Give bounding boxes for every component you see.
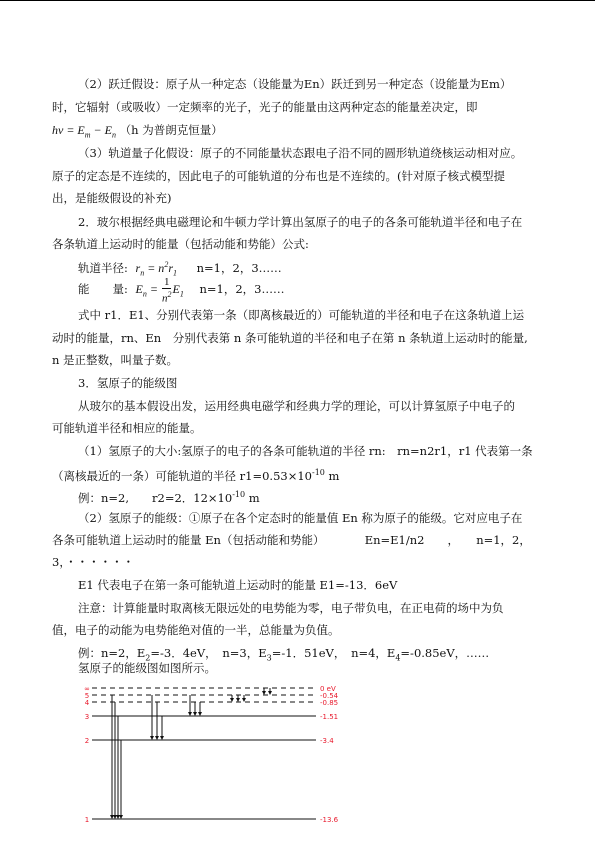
level-n-label-0: ∞ — [84, 685, 90, 693]
section3-line-2: 可能轨道半径和相应的能量。 — [52, 421, 202, 435]
energy-label: 能 量: — [78, 282, 128, 297]
e1-definition: E1 代表电子在第一条可能轨道上运动时的能量 E1=-13．6eV — [78, 578, 398, 592]
transition-line-1: （2）跃迁假设：原子从一种定态（设能量为En）跃迁到另一种定态（设能量为Em） — [78, 77, 512, 91]
transition-line-2: 时，它辐射（或吸收）一定频率的光子，光子的能量由这两种定态的能量差决定，即 — [52, 100, 478, 114]
note-line-2: 值，电子的动能为电势能绝对值的一半，总能量为负值。 — [52, 623, 340, 637]
level-n-label-1: 5 — [84, 692, 90, 700]
explain-line-3: n 是正整数，叫量子数。 — [52, 353, 179, 367]
example-e4: =-0.85eV，…… — [400, 646, 490, 660]
level-energy-label-4: -3.4 — [320, 737, 334, 745]
levels-line-2: 各条可能轨道上运动时的能量 En（包括动能和势能） En=E1/n2 ， n=1，2， — [52, 533, 531, 547]
explain-line-2: 动时的能量，rn、En 分别代表第 n 条可能轨道的半径和电子在第 n 条轨道上运动时的能量, — [52, 331, 528, 345]
sub-3: 3 — [266, 653, 272, 663]
size-line-2 — [52, 465, 339, 484]
transition-head-6 — [160, 736, 164, 740]
size-line-1: （1）氢原子的大小:氢原子的电子的各条可能轨道的半径 rn: rn=n2r1，r1 代表第一条 — [78, 444, 533, 458]
explain-line-1: 式中 r1．E1、分别代表第一条（即离核最近的）可能轨道的半径和电子在这条轨道上运 — [78, 308, 525, 322]
energy-fraction-denominator: $n^2$ — [161, 290, 172, 305]
transition-head-9 — [198, 712, 202, 716]
bohr-line-1: 2．玻尔根据经典电磁理论和牛顿力学计算出氢原子的电子的各条可能轨道半径和电子在 — [78, 215, 523, 229]
example-n2: 例：n=2，E — [78, 646, 146, 660]
transition-head-14 — [268, 691, 272, 695]
transition-head-3 — [119, 815, 123, 819]
level-energy-label-1: -0.54 — [320, 692, 339, 700]
size-line-2-unit: m — [324, 468, 340, 483]
levels-line-1: （2）氢原子的能级：①原子在各个定态时的能量值 En 称为原子的能级。它对应电子在 — [78, 511, 523, 525]
section3-heading: 3．氢原子的能级图 — [78, 376, 178, 390]
transition-head-11 — [236, 698, 240, 702]
size-line-2-text: （离核最近的一条）可能轨道的半径 r1=0.53×10 — [52, 468, 312, 483]
energy-formula-line — [78, 276, 284, 307]
size-line-2-exponent: -10 — [311, 468, 325, 477]
diagram-caption: 氢原子的能级图如图所示。 — [78, 661, 216, 675]
transition-head-10 — [230, 698, 234, 702]
transition-formula-line — [52, 122, 223, 143]
bohr-line-2: 各条轨道上运动时的能量（包括动能和势能）公式: — [52, 237, 309, 251]
level-n-label-3: 3 — [84, 713, 90, 721]
energy-fraction-numerator: 1 — [163, 276, 170, 288]
orbit-line-3: 出，是能级假设的补充) — [52, 191, 172, 205]
orbit-line-1: （3）轨道量子化假设：原子的不同能量状态跟电子沿不同的圆形轨道绕核运动相对应。 — [78, 146, 523, 160]
level-energy-label-2: -0.85 — [320, 699, 339, 707]
level-n-label-2: 4 — [84, 699, 90, 707]
energy-level-diagram — [78, 682, 358, 824]
size-example-text: 例：n=2, r2=2．12×10 — [78, 490, 233, 505]
photon-energy-formula: $h\nu = E_m - E_n$ — [52, 123, 116, 140]
sub-4: 4 — [395, 653, 401, 663]
size-example-unit: m — [245, 490, 260, 505]
size-example — [78, 487, 260, 506]
sub-2: 2 — [145, 653, 151, 663]
example-e2: =-3．4eV， n=3，E — [150, 646, 267, 660]
level-n-label-4: 2 — [84, 737, 90, 745]
level-n-label-5: 1 — [84, 816, 90, 824]
example-e3: =-1．51eV， n=4，E — [271, 646, 396, 660]
transition-head-5 — [155, 736, 159, 740]
levels-line-3: 3，・・・・・・ — [52, 555, 135, 569]
note-line-1: 注意：计算能量时取离核无限远处的电势能为零，电子带负电，在正电荷的场中为负 — [78, 601, 504, 615]
transition-head-12 — [242, 698, 246, 702]
transition-head-4 — [150, 736, 154, 740]
radius-formula: $r_n = n^2r_1$ — [135, 260, 177, 278]
level-energy-label-3: -1.51 — [320, 713, 339, 721]
energy-level-lines — [84, 685, 339, 824]
level-energy-label-5: -13.6 — [320, 816, 339, 824]
size-example-exponent: -10 — [232, 490, 246, 499]
transition-arrows — [110, 688, 272, 819]
level-energy-label-0: 0 eV — [320, 685, 336, 693]
section3-line-1: 从玻尔的基本假设出发，运用经典电磁学和经典力学的理论，可以计算氢原子中电子的 — [78, 399, 515, 413]
energy-formula: $E_n$ = $\frac{1}{n^2}$ $E_1$ — [135, 276, 184, 305]
energy-fraction — [162, 276, 172, 305]
radius-label: 轨道半径: — [78, 261, 128, 275]
transition-head-13 — [262, 691, 266, 695]
radius-n-values: n=1，2，3…… — [196, 261, 282, 275]
planck-note: （h 为普朗克恒量） — [119, 123, 223, 137]
transition-head-7 — [188, 712, 192, 716]
energy-n-values: n=1，2，3…… — [199, 282, 285, 297]
orbit-line-2: 原子的定态是不连续的，因此电子的可能轨道的分布也是不连续的。(针对原子核式模型提 — [52, 169, 505, 183]
transition-head-8 — [193, 712, 197, 716]
